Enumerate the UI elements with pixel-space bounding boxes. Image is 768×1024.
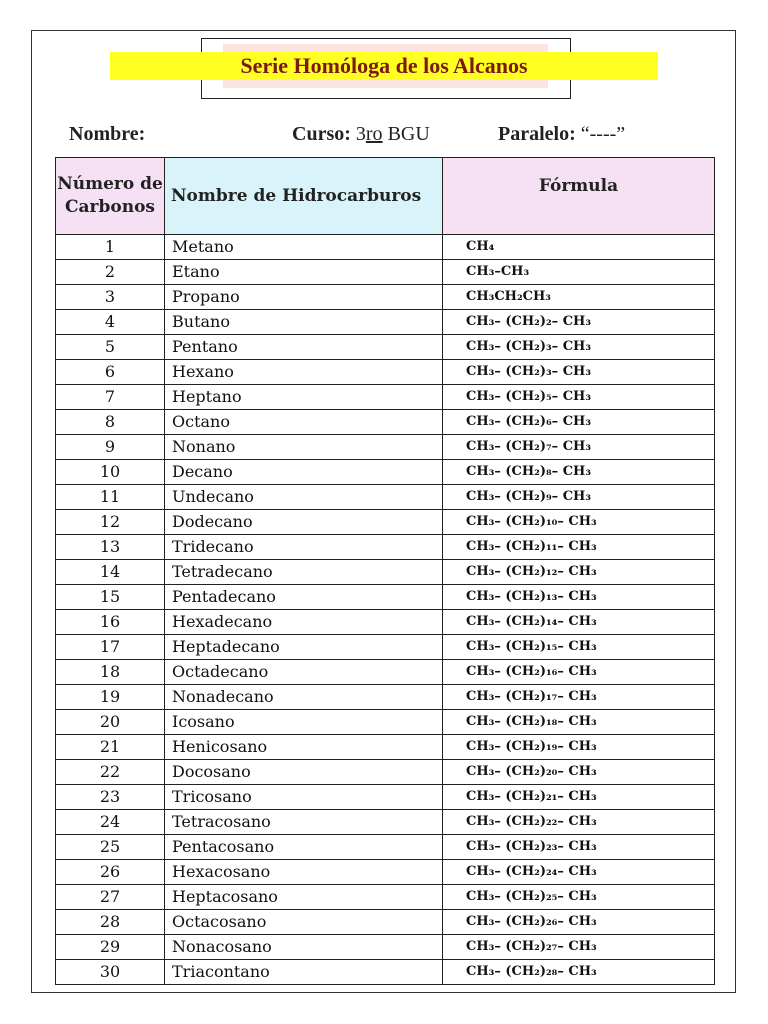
hydrocarbon-name-cell: Nonadecano bbox=[165, 685, 443, 710]
hydrocarbon-name-cell: Octano bbox=[165, 410, 443, 435]
hydrocarbon-name-cell: Icosano bbox=[165, 710, 443, 735]
formula-cell: CH₃– (CH₂)₇– CH₃ bbox=[443, 435, 715, 460]
hydrocarbon-name-cell: Butano bbox=[165, 310, 443, 335]
hydrocarbon-name-cell: Dodecano bbox=[165, 510, 443, 535]
carbon-count-cell: 16 bbox=[56, 610, 165, 635]
formula-cell: CH₃– (CH₂)₃– CH₃ bbox=[443, 360, 715, 385]
hydrocarbon-name-cell: Nonano bbox=[165, 435, 443, 460]
formula-cell: CH₃– (CH₂)₁₁– CH₃ bbox=[443, 535, 715, 560]
alkane-table bbox=[55, 157, 715, 985]
formula-cell: CH₃– (CH₂)₈– CH₃ bbox=[443, 460, 715, 485]
formula-cell: CH₃– (CH₂)₁₂– CH₃ bbox=[443, 560, 715, 585]
table-row bbox=[56, 260, 715, 285]
formula-cell: CH₃– (CH₂)₂₈– CH₃ bbox=[443, 960, 715, 985]
table-row bbox=[56, 785, 715, 810]
table-header-row bbox=[56, 158, 715, 235]
carbon-count-cell: 23 bbox=[56, 785, 165, 810]
table-row bbox=[56, 310, 715, 335]
hydrocarbon-name-cell: Hexadecano bbox=[165, 610, 443, 635]
formula-cell: CH₃– (CH₂)₂₅– CH₃ bbox=[443, 885, 715, 910]
carbon-count-cell: 24 bbox=[56, 810, 165, 835]
table-row bbox=[56, 735, 715, 760]
table-row bbox=[56, 760, 715, 785]
hydrocarbon-name-cell: Hexacosano bbox=[165, 860, 443, 885]
table-row bbox=[56, 835, 715, 860]
table-row bbox=[56, 410, 715, 435]
alkane-table-wrapper bbox=[55, 157, 715, 985]
carbon-count-cell: 15 bbox=[56, 585, 165, 610]
curso-rest: BGU bbox=[382, 123, 430, 145]
header-carbon-count: Número de Carbonos bbox=[56, 158, 165, 235]
hydrocarbon-name-cell: Tricosano bbox=[165, 785, 443, 810]
hydrocarbon-name-cell: Hexano bbox=[165, 360, 443, 385]
carbon-count-cell: 18 bbox=[56, 660, 165, 685]
carbon-count-cell: 4 bbox=[56, 310, 165, 335]
curso-field bbox=[292, 121, 430, 147]
formula-cell: CH₃– (CH₂)₆– CH₃ bbox=[443, 410, 715, 435]
carbon-count-cell: 7 bbox=[56, 385, 165, 410]
table-row bbox=[56, 660, 715, 685]
carbon-count-cell: 5 bbox=[56, 335, 165, 360]
table-row bbox=[56, 385, 715, 410]
hydrocarbon-name-cell: Octacosano bbox=[165, 910, 443, 935]
table-row bbox=[56, 585, 715, 610]
formula-cell: CH₃CH₂CH₃ bbox=[443, 285, 715, 310]
hydrocarbon-name-cell: Nonacosano bbox=[165, 935, 443, 960]
formula-cell: CH₃– (CH₂)₂₃– CH₃ bbox=[443, 835, 715, 860]
table-row bbox=[56, 710, 715, 735]
hydrocarbon-name-cell: Pentano bbox=[165, 335, 443, 360]
carbon-count-cell: 20 bbox=[56, 710, 165, 735]
formula-cell: CH₃– (CH₂)₁₀– CH₃ bbox=[443, 510, 715, 535]
hydrocarbon-name-cell: Metano bbox=[165, 235, 443, 260]
formula-cell: CH₃– (CH₂)₁₄– CH₃ bbox=[443, 610, 715, 635]
carbon-count-cell: 22 bbox=[56, 760, 165, 785]
hydrocarbon-name-cell: Triacontano bbox=[165, 960, 443, 985]
carbon-count-cell: 8 bbox=[56, 410, 165, 435]
carbon-count-cell: 9 bbox=[56, 435, 165, 460]
formula-cell: CH₃– (CH₂)₁₆– CH₃ bbox=[443, 660, 715, 685]
table-row bbox=[56, 510, 715, 535]
table-row bbox=[56, 610, 715, 635]
carbon-count-cell: 3 bbox=[56, 285, 165, 310]
curso-number: 3 bbox=[355, 123, 366, 145]
carbon-count-cell: 30 bbox=[56, 960, 165, 985]
formula-cell: CH₃– (CH₂)₂₂– CH₃ bbox=[443, 810, 715, 835]
table-row bbox=[56, 335, 715, 360]
hydrocarbon-name-cell: Etano bbox=[165, 260, 443, 285]
hydrocarbon-name-cell: Pentadecano bbox=[165, 585, 443, 610]
carbon-count-cell: 21 bbox=[56, 735, 165, 760]
hydrocarbon-name-cell: Decano bbox=[165, 460, 443, 485]
table-row bbox=[56, 685, 715, 710]
formula-cell: CH₃– (CH₂)₅– CH₃ bbox=[443, 385, 715, 410]
carbon-count-cell: 13 bbox=[56, 535, 165, 560]
hydrocarbon-name-cell: Pentacosano bbox=[165, 835, 443, 860]
table-row bbox=[56, 235, 715, 260]
table-row bbox=[56, 935, 715, 960]
formula-cell: CH₃– (CH₂)₁₈– CH₃ bbox=[443, 710, 715, 735]
table-row bbox=[56, 435, 715, 460]
paralelo-value: “----” bbox=[575, 123, 626, 145]
paralelo-field bbox=[498, 121, 625, 147]
hydrocarbon-name-cell: Tridecano bbox=[165, 535, 443, 560]
hydrocarbon-name-cell: Propano bbox=[165, 285, 443, 310]
carbon-count-cell: 2 bbox=[56, 260, 165, 285]
hydrocarbon-name-cell: Tetracosano bbox=[165, 810, 443, 835]
carbon-count-cell: 19 bbox=[56, 685, 165, 710]
table-row bbox=[56, 560, 715, 585]
table-row bbox=[56, 810, 715, 835]
header-hydrocarbon-name: Nombre de Hidrocarburos bbox=[165, 158, 443, 235]
carbon-count-cell: 17 bbox=[56, 635, 165, 660]
curso-suffix: ro bbox=[365, 123, 383, 145]
formula-cell: CH₃– (CH₂)₁₅– CH₃ bbox=[443, 635, 715, 660]
formula-cell: CH₃–CH₃ bbox=[443, 260, 715, 285]
document-title: Serie Homóloga de los Alcanos bbox=[240, 53, 528, 78]
hydrocarbon-name-cell: Heptadecano bbox=[165, 635, 443, 660]
hydrocarbon-name-cell: Tetradecano bbox=[165, 560, 443, 585]
hydrocarbon-name-cell: Heptano bbox=[165, 385, 443, 410]
carbon-count-cell: 14 bbox=[56, 560, 165, 585]
carbon-count-cell: 26 bbox=[56, 860, 165, 885]
table-row bbox=[56, 485, 715, 510]
header-formula: Fórmula bbox=[443, 158, 715, 235]
table-row bbox=[56, 285, 715, 310]
formula-cell: CH₃– (CH₂)₂₇– CH₃ bbox=[443, 935, 715, 960]
formula-cell: CH₃– (CH₂)₂₁– CH₃ bbox=[443, 785, 715, 810]
formula-cell: CH₃– (CH₂)₉– CH₃ bbox=[443, 485, 715, 510]
hydrocarbon-name-cell: Heptacosano bbox=[165, 885, 443, 910]
table-row bbox=[56, 635, 715, 660]
carbon-count-cell: 11 bbox=[56, 485, 165, 510]
hydrocarbon-name-cell: Docosano bbox=[165, 760, 443, 785]
table-row bbox=[56, 960, 715, 985]
carbon-count-cell: 29 bbox=[56, 935, 165, 960]
hydrocarbon-name-cell: Henicosano bbox=[165, 735, 443, 760]
formula-cell: CH₄ bbox=[443, 235, 715, 260]
carbon-count-cell: 25 bbox=[56, 835, 165, 860]
carbon-count-cell: 10 bbox=[56, 460, 165, 485]
hydrocarbon-name-cell: Undecano bbox=[165, 485, 443, 510]
curso-label: Curso: bbox=[292, 123, 351, 145]
formula-cell: CH₃– (CH₂)₂₆– CH₃ bbox=[443, 910, 715, 935]
table-row bbox=[56, 885, 715, 910]
carbon-count-cell: 28 bbox=[56, 910, 165, 935]
table-row bbox=[56, 535, 715, 560]
carbon-count-cell: 6 bbox=[56, 360, 165, 385]
carbon-count-cell: 27 bbox=[56, 885, 165, 910]
formula-cell: CH₃– (CH₂)₁₉– CH₃ bbox=[443, 735, 715, 760]
paralelo-label: Paralelo: bbox=[498, 123, 576, 145]
nombre-label: Nombre: bbox=[69, 123, 146, 145]
nombre-field bbox=[69, 121, 145, 147]
table-row bbox=[56, 360, 715, 385]
formula-cell: CH₃– (CH₂)₂– CH₃ bbox=[443, 310, 715, 335]
table-row bbox=[56, 860, 715, 885]
formula-cell: CH₃– (CH₂)₂₀– CH₃ bbox=[443, 760, 715, 785]
formula-cell: CH₃– (CH₂)₃– CH₃ bbox=[443, 335, 715, 360]
hydrocarbon-name-cell: Octadecano bbox=[165, 660, 443, 685]
carbon-count-cell: 12 bbox=[56, 510, 165, 535]
carbon-count-cell: 1 bbox=[56, 235, 165, 260]
table-row bbox=[56, 460, 715, 485]
formula-cell: CH₃– (CH₂)₁₃– CH₃ bbox=[443, 585, 715, 610]
table-row bbox=[56, 910, 715, 935]
formula-cell: CH₃– (CH₂)₁₇– CH₃ bbox=[443, 685, 715, 710]
formula-cell: CH₃– (CH₂)₂₄– CH₃ bbox=[443, 860, 715, 885]
